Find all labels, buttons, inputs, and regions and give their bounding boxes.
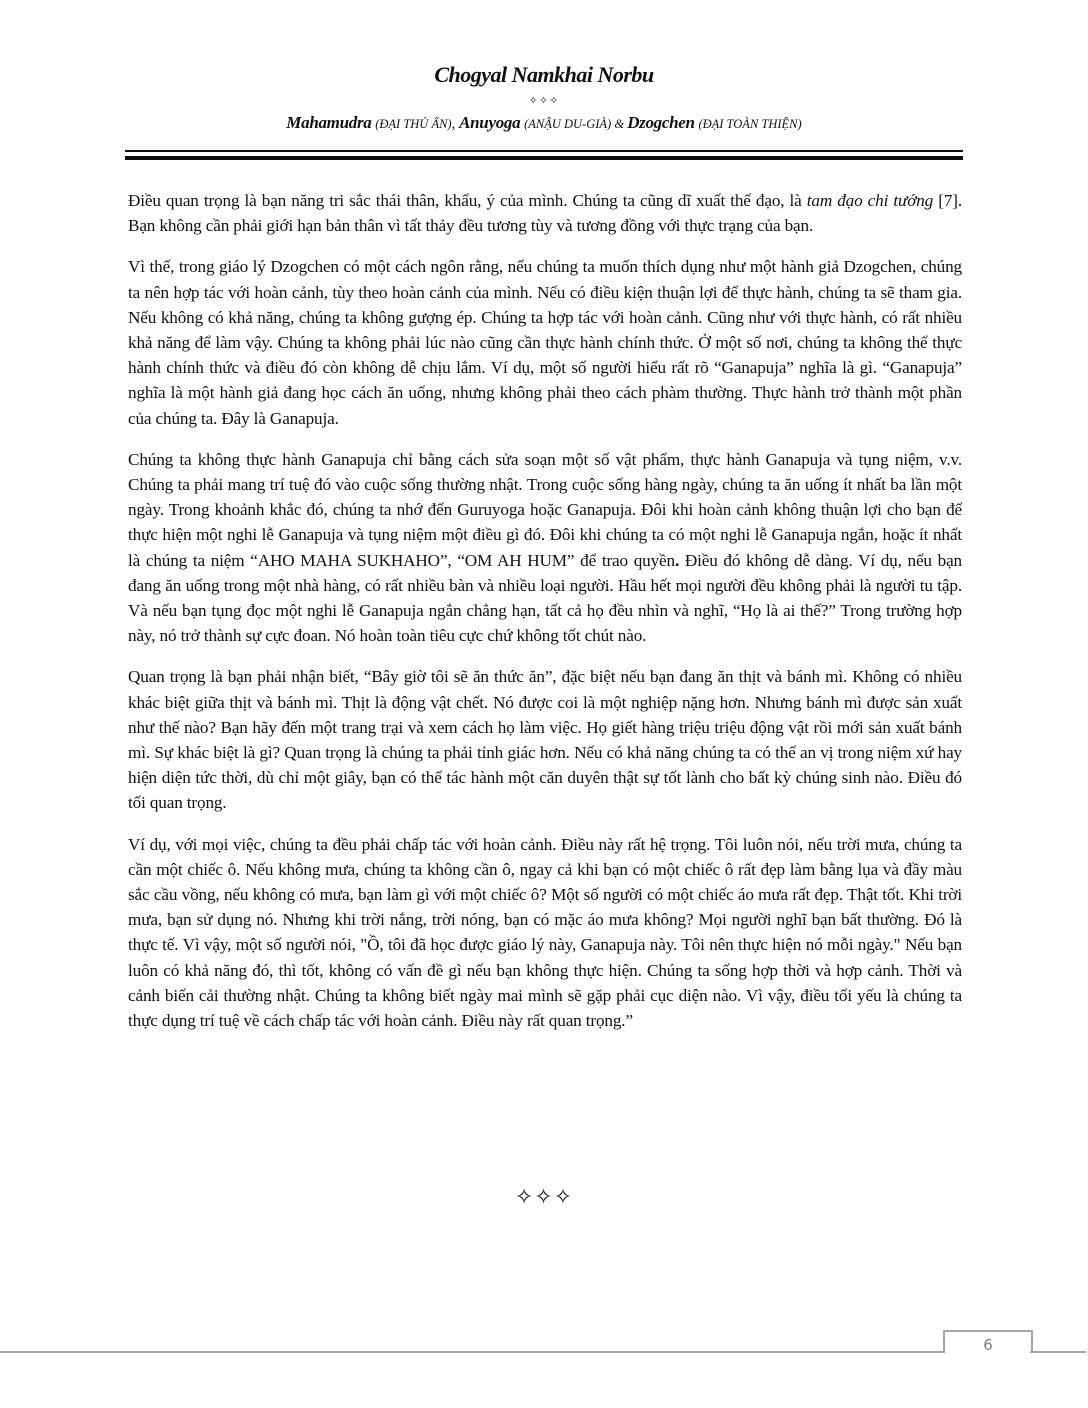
footer-rule-left [0,1351,944,1353]
paragraph-5: Ví dụ, với mọi việc, chúng ta đều phải chấp tác với hoàn cảnh. Điều này rất hệ trọng. Tôi luôn nói, nếu trời mưa, chúng ta cần một chiếc ô. Nếu không mưa, chúng ta không cần ô, ngay cả khi bạn có một chiếc ô rất đẹp làm bằng lụa và đầy màu sắc cầu vồng, nếu không có mưa, bạn làm gì với một chiếc ô? Một số người có một chiếc áo mưa rất đẹp. Thật tốt. Khi trời mưa, bạn sử dụng nó. Nhưng khi trời nắng, trời nóng, bạn có mặc áo mưa không? Mọi người nghĩ bạn bất thường. Đó là thực tế. Vì vậy, một số người nói, "Ồ, tôi đã học được giáo lý này, Ganapuja này. Tôi nên thực hiện nó mỗi ngày." Nếu bạn luôn có khả năng đó, thì tốt, không có vấn đề gì nếu bạn không thực hiện. Chúng ta sống hợp thời và hợp cảnh. Thời và cảnh biến cải thường nhật. Chúng ta không biết ngày mai mình sẽ gặp phải cục diện nào. Vì vậy, điều tối yếu là chúng ta thực dụng trí tuệ về cách chấp tác với hoàn cảnh. Điều này rất quan trọng.” [128,834,962,1031]
paragraph-1-italic-term: tam đạo chi tướng [806,191,934,210]
paragraph-2: Vì thế, trong giáo lý Dzogchen có một cách ngôn rằng, nếu chúng ta muốn thích dụng như một hành giả Dzogchen, chúng ta nên hợp tác với hoàn cảnh, tùy theo hoàn cảnh của mình. Nếu có điều kiện thuận lợi để thực hành, chúng ta sẽ tham gia. Nếu không có khả năng, chúng ta không gượng ép. Chúng ta hợp tác với hoàn cảnh. Cũng như với thực hành, có rất nhiều khả năng để làm vậy. Chúng ta không phải lúc nào cũng cần thực hành chính thức. Ở một số nơi, chúng ta không thể thực hành chính thức và điều đó còn không dễ chịu lắm. Ví dụ, một số người hiểu rất rõ “Ganapuja” nghĩa là gì. “Ganapuja” nghĩa là một hành giả đang học cách ăn uống, nhưng không phải theo cách phàm thường. Thực hành trở thành một phần của chúng ta. Đây là Ganapuja. [128,257,962,428]
subtitle-term-mahamudra: Mahamudra [286,113,372,132]
subtitle-term-mahamudra-vi: (ĐẠI THỦ ẤN) [375,117,452,131]
paragraph-3-text-a: Chúng ta không thực hành Ganapuja chỉ bằng cách sửa soạn một số vật phẩm, thực hành Ganapuja và tụng niệm, v.v. Chúng ta phải mang trí tuệ đó vào cuộc sống thường nhật. Trong cuộc sống hàng ngày, chúng ta ăn uống ít nhất ba lần một ngày. Trong khoảnh khắc đó, chúng ta nhớ đến Guruyoga hoặc Ganapuja. Đôi khi hoàn cảnh không thuận lợi cho bạn để thực hiện một nghi lễ Ganapuja và tụng niệm một điều gì đó. Đôi khi chúng ta có một nghi lễ Ganapuja ngắn, hoặc ít nhất là chúng ta niệm “AHO MAHA SUKHAHO”, “OM AH HUM” để trao quyền [128,449,962,570]
subtitle-separator: , [451,116,460,132]
page-body [128,188,962,1049]
paragraph-3-bold-period: . [674,550,680,570]
subtitle-term-anuyoga: Anuyoga [459,113,521,132]
book-subtitle [125,112,963,135]
subtitle-term-anuyoga-vi: (ANẬU DU-GIÀ) [524,117,612,131]
paragraph-3-text-b: Điều đó không dễ dàng. Ví dụ, nếu bạn đang ăn uống trong một nhà hàng, có rất nhiều bàn và nhiều loại người. Hầu hết mọi người đều không phải là người tu tập. Và nếu bạn tụng đọc một nghi lễ Ganapuja ngắn chẳng hạn, tất cả họ đều nhìn và nghĩ, “Họ là ai thế?” Trong trường hợp này, nó trở thành sự cực đoan. Nó hoàn toàn tiêu cực chứ không tốt chút nào. [128,550,962,646]
paragraph-1-text-a: Điều quan trọng là bạn năng tri sắc thái thân, khẩu, ý của mình. Chúng ta cũng dĩ xuất thế đạo, là [128,191,807,210]
paragraph-1 [128,188,962,238]
subtitle-term-dzogchen-vi: (ĐẠI TOÀN THIỆN) [698,117,802,131]
page-number: 6 [983,1336,993,1354]
footer-rule-right [1030,1351,1086,1353]
author-name: Chogyal Namkhai Norbu [434,62,654,87]
ornament-diamonds-icon: ✧✧✧ [528,95,560,107]
section-end-ornament-icon: ✧✧✧ [514,1184,574,1209]
paragraph-1-text-b: [7]. Bạn không cần phải giới hạn bản thân vì tất thảy đều tương tùy và tương đồng với thực trạng của bạn. [128,191,962,236]
header-rule-thick [125,156,963,160]
page-number-box [943,1330,1033,1353]
paragraph-3 [128,447,962,649]
subtitle-term-dzogchen: Dzogchen [627,113,695,132]
paragraph-4: Quan trọng là bạn phải nhận biết, “Bây giờ tôi sẽ ăn thức ăn”, đặc biệt nếu bạn đang ăn thịt và bánh mì. Không có nhiều khác biệt giữa thịt và bánh mì. Thịt là động vật chết. Nó được coi là một nghiệp nặng hơn. Nhưng bánh mì được sản xuất như thế nào? Bạn hãy đến một trang trại và xem cách họ làm việc. Họ giết hàng triệu triệu động vật rồi mới sản xuất bánh mì. Sự khác biệt là gì? Quan trọng là chúng ta phải tỉnh giác hơn. Nếu có khả năng chúng ta có thể an vị trong niệm xứ hay hiện diện tức thời, dù chỉ một giây, bạn có thể tác hành một căn duyên thật sự tốt lành cho bất kỳ chúng sinh nào. Điều đó tối quan trọng. [128,667,962,813]
subtitle-ampersand: & [611,117,628,131]
running-header [125,60,963,135]
header-rule-thin [125,150,963,152]
